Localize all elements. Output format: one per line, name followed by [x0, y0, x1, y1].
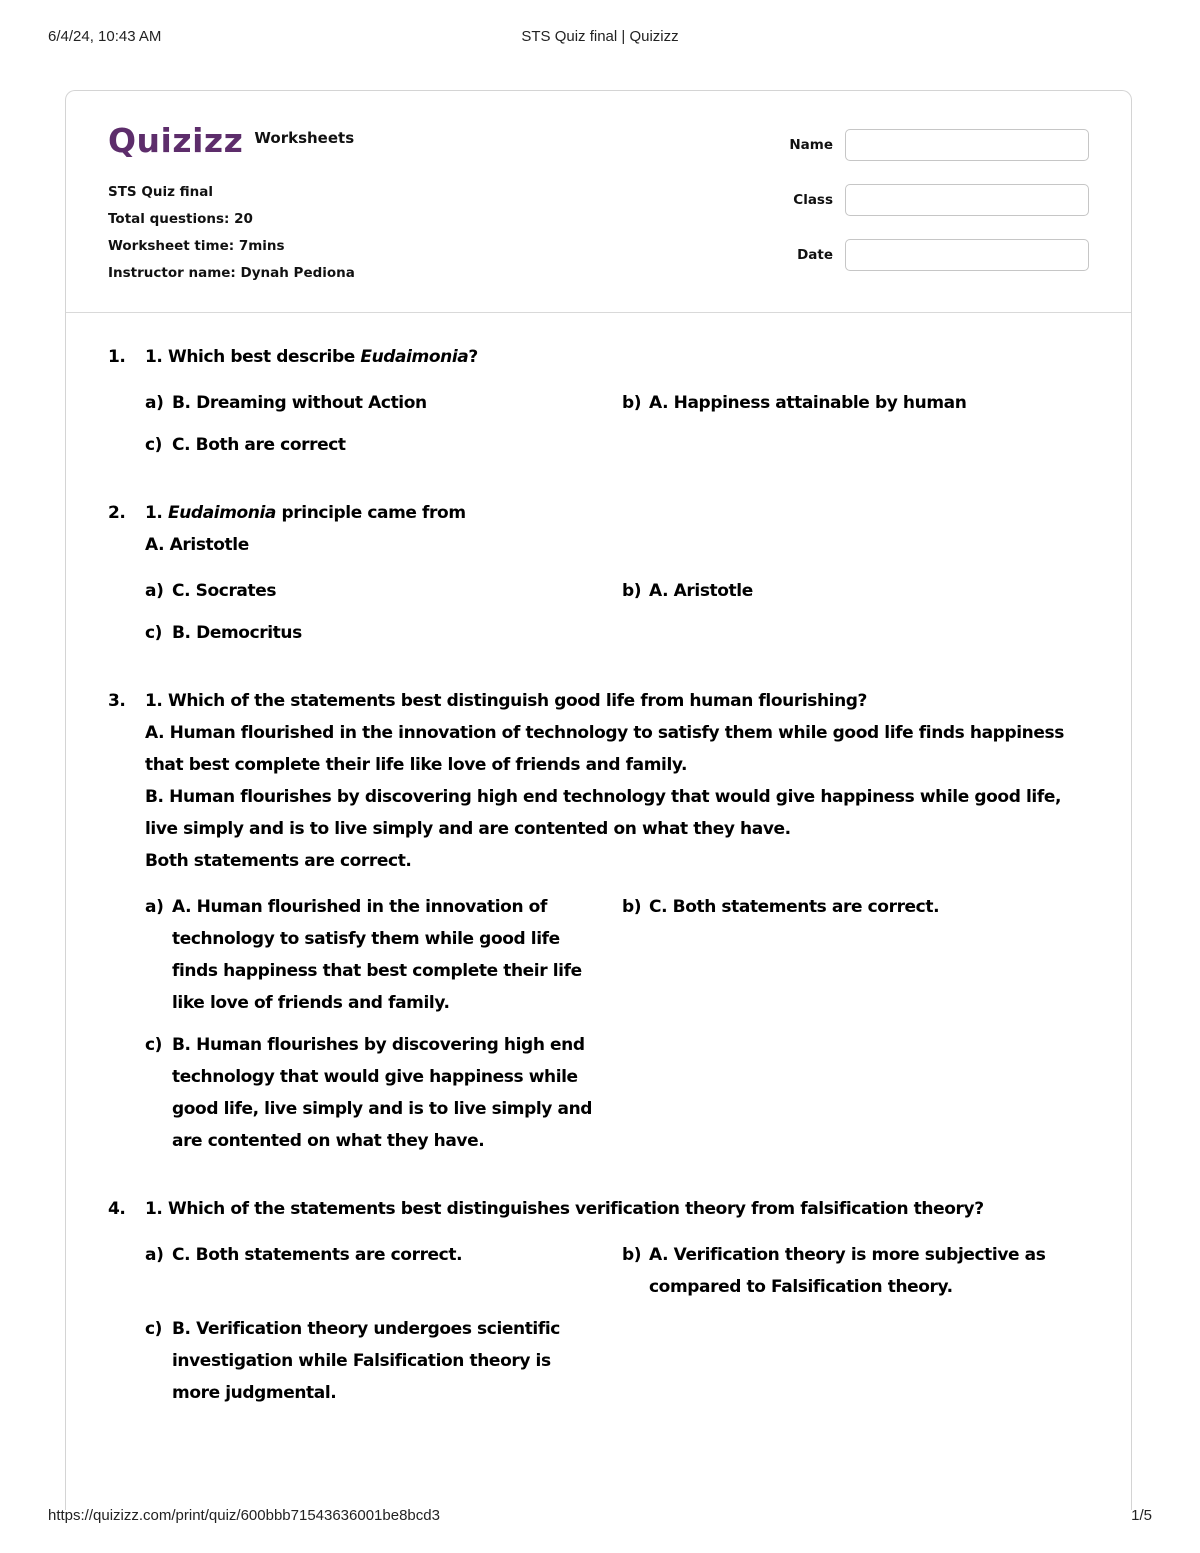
worksheet-sheet [65, 90, 1132, 1510]
worksheet-title: STS Quiz final [108, 184, 213, 200]
class-input[interactable] [845, 184, 1089, 216]
question-3 [108, 685, 1098, 1157]
question-number: 2. [108, 503, 126, 523]
name-label: Name [789, 137, 833, 153]
question-1 [108, 341, 1098, 461]
option-a[interactable]: a) A. Human flourished in the innovation of technology to satisfy them while good life finds happiness that best complete their life like love of friends and family. [145, 897, 582, 1013]
question-number: 4. [108, 1199, 126, 1219]
total-questions: Total questions: 20 [108, 211, 253, 227]
option-c[interactable]: c) B. Human flourishes by discovering high end technology that would give happiness while good life, live simply and is to live simply and are contented on what they have. [145, 1035, 593, 1151]
class-label: Class [793, 192, 833, 208]
worksheet-time: Worksheet time: 7mins [108, 238, 285, 254]
answer-options [145, 387, 1098, 461]
question-list [108, 341, 1098, 1445]
question-4 [108, 1193, 1098, 1409]
worksheet-header [66, 91, 1131, 313]
name-input[interactable] [845, 129, 1089, 161]
quizizz-logo: Quizizz [108, 121, 244, 160]
option-a[interactable]: a) C. Socrates [145, 581, 277, 601]
brand [108, 121, 354, 161]
print-datetime: 6/4/24, 10:43 AM [48, 28, 162, 45]
class-field-row [789, 184, 1089, 218]
option-c[interactable]: c) C. Both are correct [145, 435, 346, 455]
date-field-row [789, 239, 1089, 273]
print-page-title: STS Quiz final | Quizizz [521, 28, 679, 45]
brand-subtitle: Worksheets [254, 128, 355, 147]
question-number: 3. [108, 691, 126, 711]
answer-options [145, 1239, 1098, 1409]
option-b[interactable]: b) A. Aristotle [622, 581, 753, 601]
print-url: https://quizizz.com/print/quiz/600bbb71543636001be8bcd3 [48, 1507, 440, 1524]
option-a[interactable]: a) C. Both statements are correct. [145, 1245, 463, 1265]
name-field-row [789, 129, 1089, 163]
date-input[interactable] [845, 239, 1089, 271]
option-c[interactable]: c) B. Verification theory undergoes scientific investigation while Falsification theory is more judgmental. [145, 1319, 560, 1403]
question-text: 1. Eudaimonia principle came from A. Aristotle [145, 503, 466, 555]
question-number: 1. [108, 347, 126, 367]
print-header [48, 28, 1152, 48]
worksheet-meta [108, 179, 355, 287]
option-a[interactable]: a) B. Dreaming without Action [145, 393, 427, 413]
question-text: 1. Which best describe Eudaimonia? [145, 347, 478, 367]
answer-options [145, 891, 1098, 1157]
question-text: 1. Which of the statements best distinguish good life from human flourishing? A. Human flourished in the innovation of technology to satisfy them while good life finds happiness that best complete their life like love of friends and family. B. Human flourishes by discovering high end technology that would give happiness while good life, live simply and is to live simply and are contented on what they have. Both statements are correct. [145, 691, 1064, 871]
instructor-name: Instructor name: Dynah Pediona [108, 265, 355, 281]
option-b[interactable]: b) A. Verification theory is more subjective as compared to Falsification theory. [622, 1245, 1046, 1297]
date-label: Date [797, 247, 833, 263]
option-b[interactable]: b) A. Happiness attainable by human [622, 393, 967, 413]
print-page-number: 1/5 [1131, 1507, 1152, 1524]
answer-options [145, 575, 1098, 649]
question-text: 1. Which of the statements best distinguishes verification theory from falsification theory? [145, 1199, 984, 1219]
print-footer [48, 1507, 1152, 1527]
option-c[interactable]: c) B. Democritus [145, 623, 302, 643]
option-b[interactable]: b) C. Both statements are correct. [622, 897, 940, 917]
student-fields [789, 129, 1089, 294]
question-2 [108, 497, 1098, 649]
